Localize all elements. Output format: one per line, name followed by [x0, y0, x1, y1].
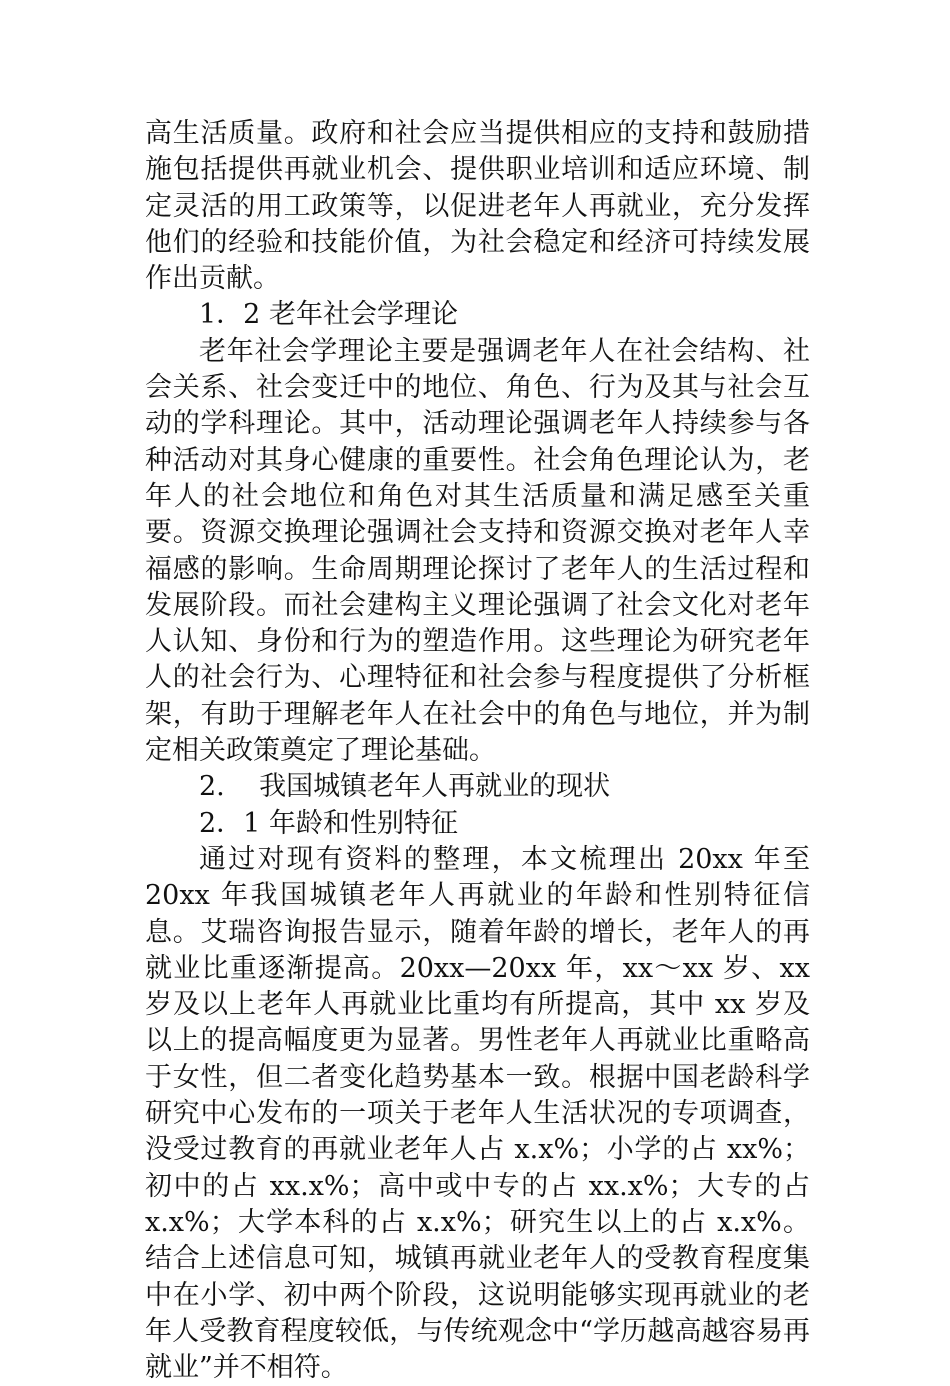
- paragraph-continuation: 高生活质量。政府和社会应当提供相应的支持和鼓励措施包括提供再就业机会、提供职业培训和适应环境、制定灵活的用工政策等，以促进老年人再就业，充分发挥他们的经验和技能价值，为社会稳定和经济可持续发展作出贡献。: [145, 118, 810, 295]
- section-heading-2: 2. 我国城镇老年人再就业的现状: [199, 771, 611, 803]
- paragraph-age-gender: 通过对现有资料的整理，本文梳理出 20xx 年至 20xx 年我国城镇老年人再就业的年龄和性别特征信息。艾瑞咨询报告显示，随着年龄的增长，老年人的再就业比重逐渐提高。20xx—20xx 年，xx～xx 岁、xx 岁及以上老年人再就业比重均有所提高，其中 xx 岁及以上的提高幅度更为显著。男性老年人再就业比重略高于女性，但二者变化趋势基本一致。根据中国老龄科学研究中心发布的一项关于老年人生活状况的专项调查，没受过教育的再就业老年人占 x.x%；小学的占 xx%；初中的占 xx.x%；高中或中专的占 xx.x%；大专的占 x.x%；大学本科的占 x.x%；研究生以上的占 x.x%。结合上述信息可知，城镇再就业老年人的受教育程度集中在小学、初中两个阶段，这说明能够实现再就业的老年人受教育程度较低，与传统观念中“学历越高越容易再就业”并不相符。: [145, 843, 810, 1384]
- section-heading-2-1: 2．1 年龄和性别特征: [199, 807, 458, 839]
- paragraph-sociology-theory: 老年社会学理论主要是强调老年人在社会结构、社会关系、社会变迁中的地位、角色、行为及其与社会互动的学科理论。其中，活动理论强调老年人持续参与各种活动对其身心健康的重要性。社会角色理论认为，老年人的社会地位和角色对其生活质量和满足感至关重要。资源交换理论强调社会支持和资源交换对老年人幸福感的影响。生命周期理论探讨了老年人的生活过程和发展阶段。而社会建构主义理论强调了社会文化对老年人认知、身份和行为的塑造作用。这些理论为研究老年人的社会行为、心理特征和社会参与程度提供了分析框架，有助于理解老年人在社会中的角色与地位，并为制定相关政策奠定了理论基础。: [145, 335, 810, 767]
- section-heading-1-2: 1．2 老年社会学理论: [199, 299, 458, 331]
- document-body: [145, 116, 810, 1386]
